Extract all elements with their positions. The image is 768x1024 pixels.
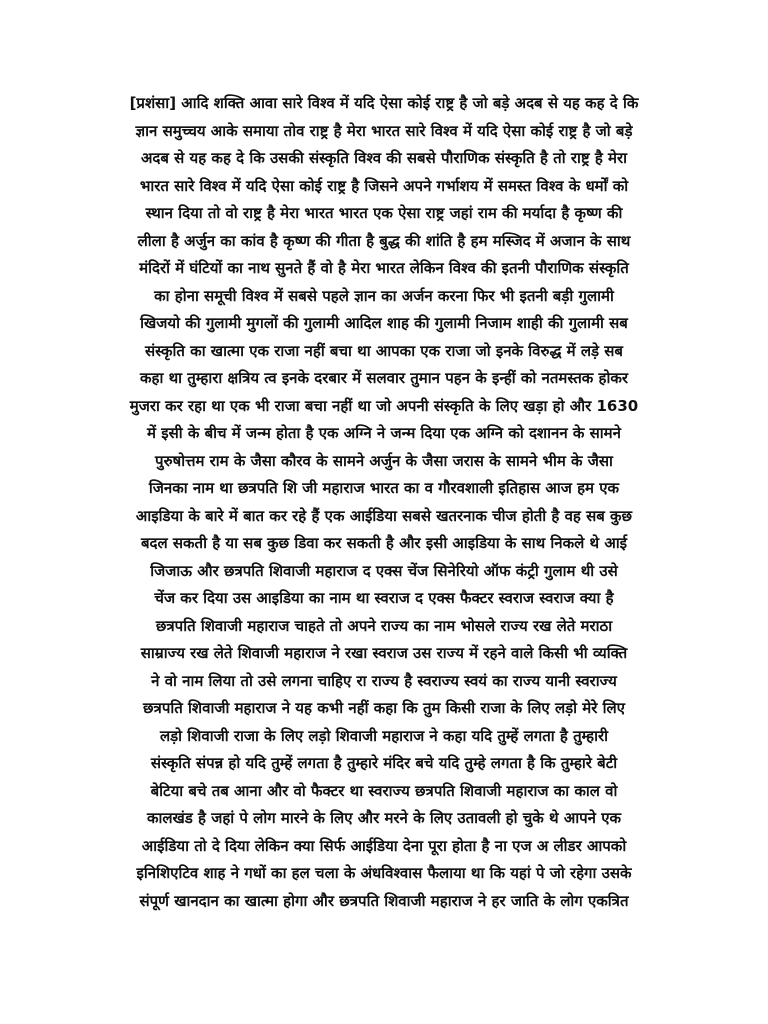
text-line: का होना समूची विश्व में सबसे पहले ज्ञान का अर्जन करना फिर भी इतनी बड़ी गुलामी bbox=[154, 286, 614, 305]
text-line: अदब से यह कह दे कि उसकी संस्कृति विश्व की सबसे पौराणिक संस्कृति है तो राष्ट्र है मेरा bbox=[140, 149, 628, 167]
text-line: संस्कृति का खात्मा एक राजा नहीं बचा था आपका एक राजा जो इनके विरुद्ध में लड़े सब bbox=[145, 341, 623, 360]
text-line: पुरुषोत्तम राम के जैसा कौरव के सामने अर्जुन के जैसा जरास के सामने भीम के जैसा bbox=[155, 451, 613, 470]
text-line: संपूर्ण खानदान का खात्मा होगा और छत्रपति शिवाजी महाराज ने हर जाति के लोग एकत्रित bbox=[139, 891, 629, 910]
text-line: मुजरा कर रहा था एक भी राजा बचा नहीं था जो अपनी संस्कृति के लिए खड़ा हो और 1630 bbox=[129, 396, 639, 415]
text-line: बदल सकती है या सब कुछ डिवा कर सकती है और इसी आइडिया के साथ निकले थे आई bbox=[140, 534, 628, 552]
text-line: बेटिया बचे तब आना और वो फैक्टर था स्वराज्य छत्रपति शिवाजी महाराज का काल वो bbox=[150, 781, 618, 800]
text-line: आईडिया तो दे दिया लेकिन क्या सिर्फ आईडिया देना पूरा होता है ना एज अ लीडर आपको bbox=[141, 836, 627, 855]
text-line: लड़ो शिवाजी राजा के लिए लड़ो शिवाजी महाराज ने कहा यदि तुम्हें लगता है तुम्हारी bbox=[159, 726, 609, 745]
text-line: भारत सारे विश्व में यदि ऐसा कोई राष्ट्र है जिसने अपने गर्भाशय में समस्त विश्व के धर्मों को bbox=[139, 176, 629, 195]
text-line: छत्रपति शिवाजी महाराज ने यह कभी नहीं कहा कि तुम किसी राजा के लिए लड़ो मेरे लिए bbox=[143, 699, 625, 717]
document-page bbox=[84, 90, 684, 930]
text-line: ज्ञान समुच्चय आके समाया तोव राष्ट्र है मेरा भारत सारे विश्व में यदि ऐसा कोई राष्ट्र है जो बड़े bbox=[135, 121, 633, 140]
text-line: [प्रशंसा] आदि शक्ति आवा सारे विश्व में यदि ऐसा कोई राष्ट्र है जो बड़े अदब से यह कह दे कि bbox=[129, 94, 639, 112]
text-line: में इसी के बीच में जन्म होता है एक अग्नि ने जन्म दिया एक अग्नि को दशानन के सामने bbox=[147, 424, 621, 442]
text-line: कहा था तुम्हारा क्षत्रिय त्व इनके दरबार में सलवार तुमान पहन के इन्हीं को नतमस्तक होकर bbox=[139, 369, 628, 387]
text-line: स्थान दिया तो वो राष्ट्र है मेरा भारत भारत एक ऐसा राष्ट्र जहां राम की मर्यादा है कृष्ण की bbox=[145, 204, 623, 222]
text-line: लीला है अर्जुन का कांव है कृष्ण की गीता है बुद्ध की शांति है हम मस्जिद में अजान के साथ bbox=[137, 231, 631, 250]
text-line: आइडिया के बारे में बात कर रहे हैं एक आईडिया सबसे खतरनाक चीज होती है वह सब कुछ bbox=[135, 506, 633, 525]
text-line: इनिशिएटिव शाह ने गधों का हल चला के अंधविश्वास फैलाया था कि यहां पे जो रहेगा उसके bbox=[136, 864, 632, 882]
text-line: जिनका नाम था छत्रपति शि जी महाराज भारत का व गौरवशाली इतिहास आज हम एक bbox=[148, 479, 620, 497]
text-line: ने वो नाम लिया तो उसे लगना चाहिए रा राज्य है स्वराज्य स्वयं का राज्य यानी स्वराज्य bbox=[151, 671, 617, 690]
text-line: साम्राज्य रख लेते शिवाजी महाराज ने रखा स्वराज उस राज्य में रहने वाले किसी भी व्यक्ति bbox=[140, 644, 628, 662]
text-line: खिजयो की गुलामी मुगलों की गुलामी आदिल शाह की गुलामी निजाम शाही की गुलामी सब bbox=[140, 314, 628, 332]
text-line: संस्कृति संपन्न हो यदि तुम्हें लगता है तुम्हारे मंदिर बचे यदि तुम्हे लगता है कि तुम्हारे बेटी bbox=[150, 754, 618, 772]
text-line: कालखंड है जहां पे लोग मारने के लिए और मरने के लिए उतावली हो चुके थे आपने एक bbox=[146, 809, 622, 827]
text-line: जिजाऊ और छत्रपति शिवाजी महाराज द एक्स चेंज सिनेरियो ऑफ कंट्री गुलाम थी उसे bbox=[150, 561, 618, 580]
text-line: चेंज कर दिया उस आइडिया का नाम था स्वराज द एक्स फैक्टर स्वराज स्वराज क्या है bbox=[154, 589, 614, 607]
text-line: मंदिरों में घंटियों का नाथ सुनते हैं वो है मेरा भारत लेकिन विश्व की इतनी पौराणिक संस्कृति bbox=[139, 259, 629, 277]
text-line: छत्रपति शिवाजी महाराज चाहते तो अपने राज्य का नाम भोसले राज्य रख लेते मराठा bbox=[155, 616, 613, 635]
